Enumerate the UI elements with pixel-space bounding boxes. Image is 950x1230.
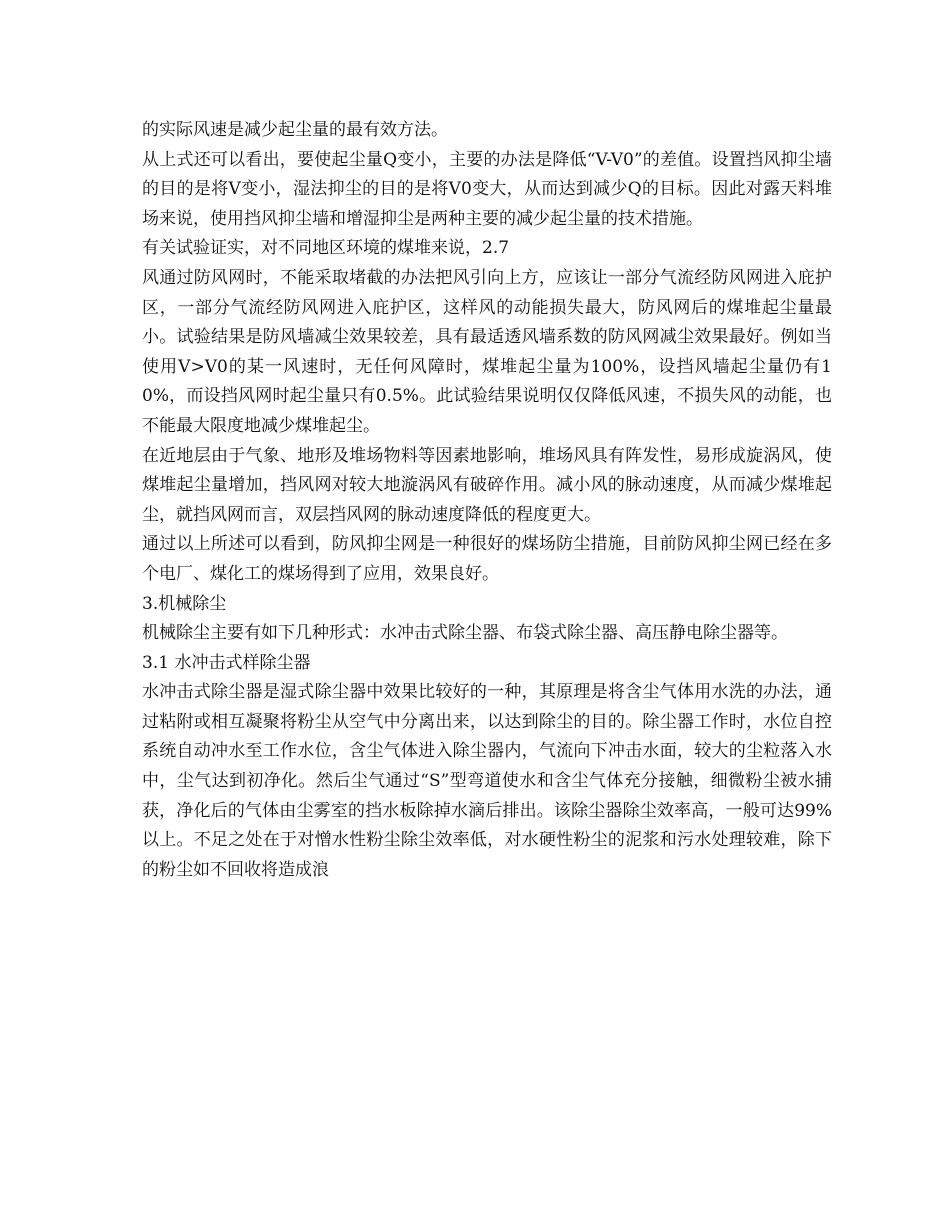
paragraph-conclusion: 通过以上所述可以看到，防风抑尘网是一种很好的煤场防尘措施，目前防风抑尘网已经在多个电厂、煤化工的煤场得到了应用，效果良好。 [142,534,832,584]
paragraph-test-evidence: 有关试验证实，对不同地区环境的煤堆来说，2.7 [142,238,510,259]
paragraph-water-impact-description: 水冲击式除尘器是湿式除尘器中效果比较好的一种，其原理是将含尘气体用水洗的办法，通过粘附或相互凝聚将粉尘从空气中分离出来，以达到除尘的目的。除尘器工作时，水位自控系统自动冲水至工作水位，含尘气体进入除尘器内，气流向下冲击水面，较大的尘粒落入水中，尘气达到初净化。然后尘气通过“S”型弯道使水和含尘气体充分接触，细微粉尘被水捕获，净化后的气体由尘雾室的挡水板除掉水滴后排出。该除尘器除尘效率高，一般可达99%以上。不足之处在于对憎水性粉尘除尘效率低，对水硬性粉尘的泥浆和污水处理较难，除下的粉尘如不回收将造成浪 [142,682,832,880]
document-body [142,116,832,885]
subsection-heading-water-impact: 3.1 水冲击式样除尘器 [142,652,311,673]
paragraph-wind-speed-difference: 从上式还可以看出，要使起尘量Q变小，主要的办法是降低“V-V0”的差值。设置挡风抑尘墙的目的是将V变小，湿法抑尘的目的是将V0变大，从而达到减少Q的目标。因此对露天料堆场来说，使用挡风抑尘墙和增湿抑尘是两种主要的减少起尘量的技术措施。 [142,149,832,229]
section-heading-mechanical-dust-removal: 3.机械除尘 [142,593,227,614]
paragraph-continuation: 的实际风速是减少起尘量的最有效方法。 [142,120,448,140]
paragraph-mechanical-forms: 机械除尘主要有如下几种形式：水冲击式除尘器、布袋式除尘器、高压静电除尘器等。 [142,623,788,644]
paragraph-windbreak-net: 风通过防风网时，不能采取堵截的办法把风引向上方，应该让一部分气流经防风网进入庇护区，一部分气流经防风网进入庇护区，这样风的动能损失最大，防风网后的煤堆起尘量最小。试验结果是防风墙减尘效果较差，具有最适透风墙系数的防风网减尘效果最好。例如当使用V>V0的某一风速时，无任何风障时，煤堆起尘量为100%，设挡风墙起尘量仍有10%，而设挡风网时起尘量只有0.5%。此试验结果说明仅仅降低风速，不损失风的动能，也不能最大限度地减少煤堆起尘。 [142,267,832,436]
paragraph-vortex-wind: 在近地层由于气象、地形及堆场物料等因素地影响，堆场风具有阵发性，易形成旋涡风，使煤堆起尘量增加，挡风网对较大地漩涡风有破碎作用。减小风的脉动速度，从而减少煤堆起尘，就挡风网而言，双层挡风网的脉动速度降低的程度更大。 [142,445,832,525]
